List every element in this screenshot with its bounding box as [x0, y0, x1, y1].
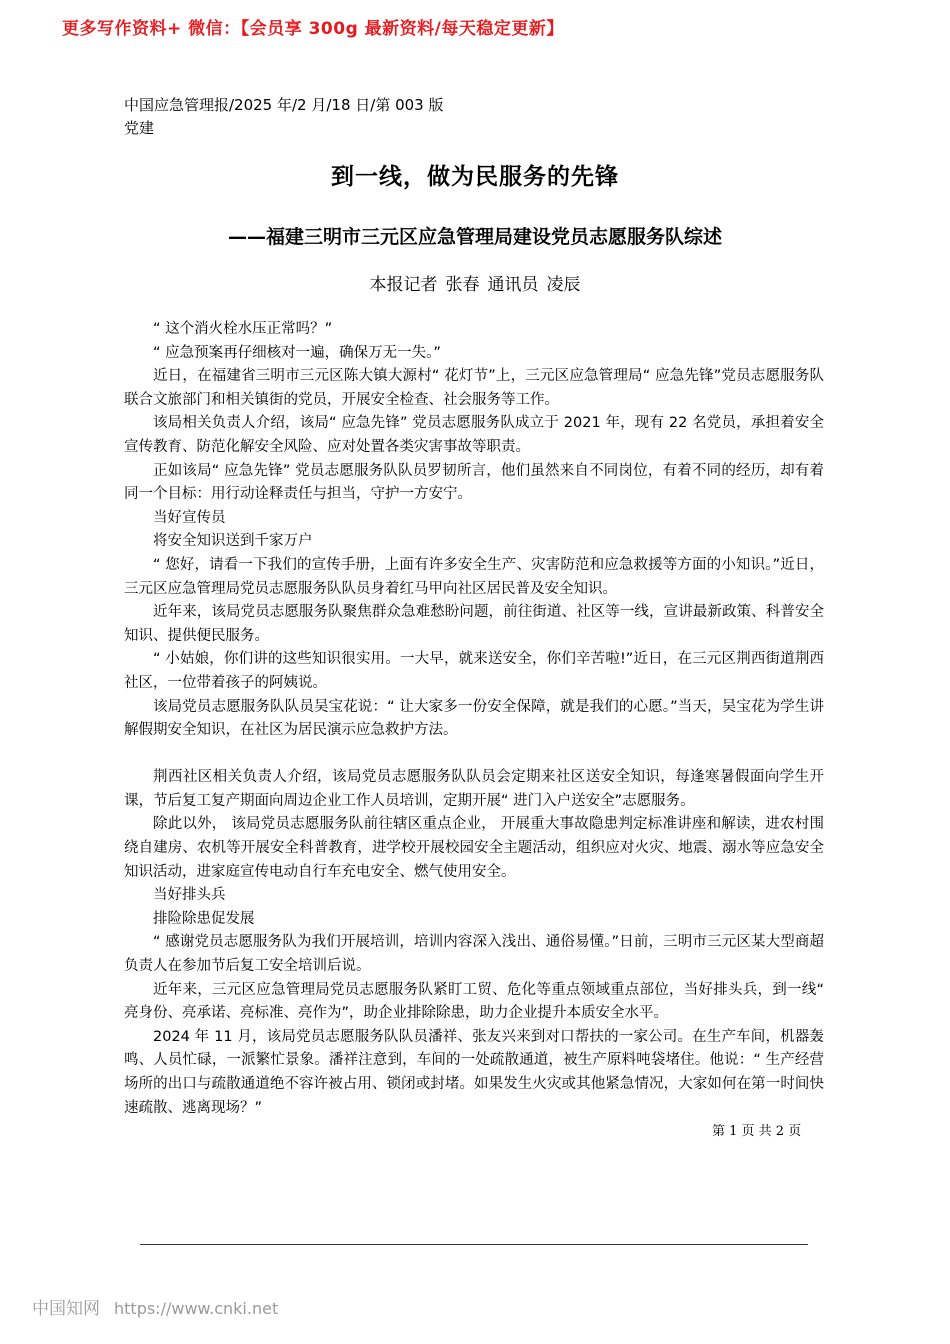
section-subheading: 将安全知识送到千家万户: [153, 533, 313, 550]
paragraph: 荆西社区相关负责人介绍，该局党员志愿服务队队员会定期来社区送安全知识，每逢寒暑假面向学生开课，节后复工复产期面向周边企业工作人员培训，定期开展“ 进门入户送安全”志愿服务。: [124, 769, 824, 809]
article-title: 到一线，做为民服务的先锋: [331, 164, 619, 190]
section-heading: 当好排头兵: [153, 887, 226, 904]
paragraph: 该局相关负责人介绍，该局“ 应急先锋” 党员志愿服务队成立于 2021 年，现有 22 名党员，承担着安全宣传教育、防范化解安全风险、应对处置各类灾害事故等职责。: [124, 415, 824, 455]
page-number: 第 1 页 共 2 页: [712, 1124, 802, 1139]
correspondent-label: 通讯员: [487, 275, 539, 295]
article-subtitle: ——福建三明市三元区应急管理局建设党员志愿服务队综述: [227, 226, 722, 248]
reporter-name: 张春: [445, 275, 480, 295]
paragraph: 近年来，三元区应急管理局党员志愿服务队紧盯工贸、危化等重点领域重点部位，当好排头兵，到一线“ 亮身份、亮承诺、亮标准、亮作为”，助企业排除除患，助力企业提升本质安全水平。: [124, 981, 824, 1022]
paragraph: 该局党员志愿服务队队员吴宝花说：“ 让大家多一份安全保障，就是我们的心愿。”当天，吴宝花为学生讲解假期安全知识，在社区为居民演示应急救护方法。: [124, 698, 824, 739]
section-subheading: 排险除患促发展: [153, 910, 255, 927]
source-citation: 中国应急管理报/2025 年/2 月/18 日/第 003 版党建: [124, 96, 444, 137]
byline: [0, 270, 950, 295]
paragraph: 2024 年 11 月，该局党员志愿服务队队员潘祥、张友兴来到对口帮扶的一家公司。在生产车间，机器轰鸣、人员忙碌，一派繁忙景象。潘祥注意到，车间的一处疏散通道，被生产原料吨袋堵住。他说：“ 生产经营场所的出口与疏散通道绝不容许被占用、锁闭或封堵。如果发生火灾或其他紧急情况，大家如何在第一时间快速疏散、逃离现场？”: [124, 1028, 824, 1116]
paragraph: “ 这个消火栓水压正常吗？”: [153, 321, 333, 337]
correspondent-name: 凌辰: [546, 275, 581, 295]
paragraph: “ 小姑娘，你们讲的这些知识很实用。一大早，就来送安全，你们辛苦啦!”近日，在三元区荆西街道荆西社区，一位带着孩子的阿姨说。: [124, 651, 824, 691]
paragraph: 近日，在福建省三明市三元区陈大镇大源村“ 花灯节”上，三元区应急管理局“ 应急先锋”党员志愿服务队联合文旅部门和相关镇街的党员，开展安全检查、社会服务等工作。: [124, 368, 824, 408]
paragraph: “ 应急预案再仔细核对一遍，确保万无一失。”: [153, 344, 441, 361]
promo-banner: 更多写作资料+ 微信：【会员享 300g 最新资料/每天稳定更新】: [62, 19, 564, 39]
cnki-url[interactable]: https://www.cnki.net: [114, 1299, 279, 1318]
footer-watermark: [32, 1294, 278, 1319]
section-heading: 当好宣传员: [153, 509, 226, 526]
paragraph: “ 感谢党员志愿服务队为我们开展培训，培训内容深入浅出、通俗易懂。”日前，三明市三元区某大型商超负责人在参加节后复工安全培训后说。: [124, 934, 824, 975]
paragraph: “ 您好，请看一下我们的宣传手册，上面有许多安全生产、灾害防范和应急救援等方面的小知识。”近日，三元区应急管理局党员志愿服务队队员身着红马甲向社区居民普及安全知识。: [124, 556, 824, 597]
cnki-brand: 中国知网: [32, 1299, 100, 1319]
paragraph: 近年来，该局党员志愿服务队聚焦群众急难愁盼问题，前往街道、社区等一线，宣讲最新政策、科普安全知识、提供便民服务。: [124, 604, 824, 644]
paragraph: 正如该局“ 应急先锋” 党员志愿服务队队员罗韧所言，他们虽然来自不同岗位，有着不同的经历，却有着同一个目标：用行动诠释责任与担当，守护一方安宁。: [124, 462, 824, 503]
reporter-label: 本报记者: [369, 275, 438, 295]
footer-divider: [140, 1244, 808, 1245]
paragraph: 除此以外， 该局党员志愿服务队前往辖区重点企业， 开展重大事故隐患判定标准讲座和解读，进农村围绕自建房、农机等开展安全科普教育，进学校开展校园安全主题活动，组织应对火灾、地震、溺水等应急安全知识活动，进家庭宣传电动自行车充电安全、燃气使用安全。: [124, 816, 824, 880]
article-body: [124, 318, 824, 1120]
